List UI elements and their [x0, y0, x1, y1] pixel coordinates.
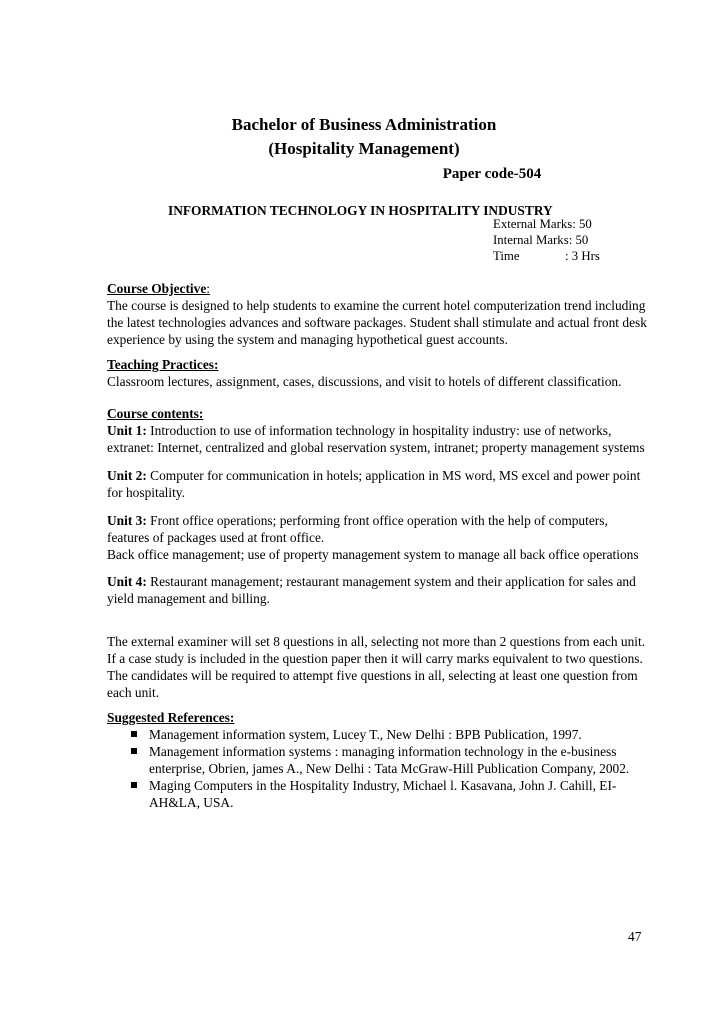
square-bullet-icon	[131, 782, 137, 788]
paper-code: Paper code-504	[442, 166, 542, 182]
unit-1-label: Unit 1:	[107, 423, 147, 438]
internal-marks-value: 50	[575, 233, 589, 247]
teaching-practices-text: Classroom lectures, assignment, cases, discussions, and visit to hotels of different classification.	[107, 374, 622, 389]
reference-item	[130, 743, 647, 777]
unit-1	[107, 422, 647, 456]
external-marks-label: External Marks:	[493, 217, 576, 231]
page-number: 47	[628, 929, 642, 944]
unit-3	[107, 512, 647, 546]
teaching-practices-section	[107, 356, 647, 390]
time-allowed	[493, 248, 600, 264]
unit-3-section	[107, 512, 647, 563]
external-marks	[493, 216, 600, 232]
external-marks-value: 50	[579, 217, 592, 231]
unit-4-text: Restaurant management; restaurant management system and their application for sales and yield management and billing.	[107, 574, 636, 606]
course-contents-heading: Course contents:	[107, 406, 204, 421]
internal-marks	[493, 232, 600, 248]
internal-marks-label: Internal Marks:	[493, 233, 573, 247]
references-list	[107, 726, 647, 811]
course-objective-colon: :	[206, 281, 211, 296]
exam-note-section	[107, 633, 647, 701]
references-section	[107, 709, 647, 811]
time-value: : 3 Hrs	[565, 249, 600, 263]
time-label: Time	[493, 249, 520, 263]
reference-item	[130, 777, 647, 811]
square-bullet-icon	[131, 748, 137, 754]
course-contents-section	[107, 405, 647, 456]
specialization-title: (Hospitality Management)	[268, 139, 460, 158]
unit-2-label: Unit 2:	[107, 468, 147, 483]
unit-3-text: Front office operations; performing front office operation with the help of computers, features of packages used at front office.	[107, 513, 608, 545]
unit-2-section	[107, 467, 647, 501]
reference-text: Management information systems : managing information technology in the e-business enterprise, Obrien, james A., New Delhi : Tata McGraw-Hill Publication Company, 2002.	[149, 744, 630, 776]
reference-text: Management information system, Lucey T., New Delhi : BPB Publication, 1997.	[149, 727, 582, 742]
course-objective-heading: Course Objective	[107, 281, 207, 296]
unit-3-extra: Back office management; use of property management system to manage all back office operations	[107, 547, 639, 562]
subject-title: INFORMATION TECHNOLOGY IN HOSPITALITY INDUSTRY	[168, 203, 553, 218]
references-heading: Suggested References:	[107, 710, 235, 725]
reference-item	[130, 726, 647, 743]
unit-4	[107, 573, 647, 607]
marks-block	[493, 216, 600, 264]
course-objective-text: The course is designed to help students to examine the current hotel computerization trend including the latest technologies advances and software packages. Student shall stimulate and actual front desk experience by using the system and managing hypothetical guest accounts.	[107, 298, 647, 347]
course-objective-section	[107, 280, 647, 348]
unit-3-label: Unit 3:	[107, 513, 147, 528]
unit-4-section	[107, 573, 647, 607]
degree-title: Bachelor of Business Administration	[231, 115, 497, 134]
square-bullet-icon	[131, 731, 137, 737]
exam-note-text: The external examiner will set 8 questions in all, selecting not more than 2 questions from each unit. If a case study is included in the question paper then it will carry marks equivalent to two questions. The candidates will be required to attempt five questions in all, selecting at least one question from each unit.	[107, 634, 646, 700]
unit-4-label: Unit 4:	[107, 574, 147, 589]
reference-text: Maging Computers in the Hospitality Industry, Michael l. Kasavana, John J. Cahill, EI-AH&LA, USA.	[149, 778, 617, 810]
teaching-practices-heading: Teaching Practices:	[107, 357, 219, 372]
unit-2	[107, 467, 647, 501]
unit-2-text: Computer for communication in hotels; application in MS word, MS excel and power point for hospitality.	[107, 468, 641, 500]
unit-1-text: Introduction to use of information technology in hospitality industry: use of networks, extranet: Internet, centralized and global reservation system, intranet; property management systems	[107, 423, 645, 455]
